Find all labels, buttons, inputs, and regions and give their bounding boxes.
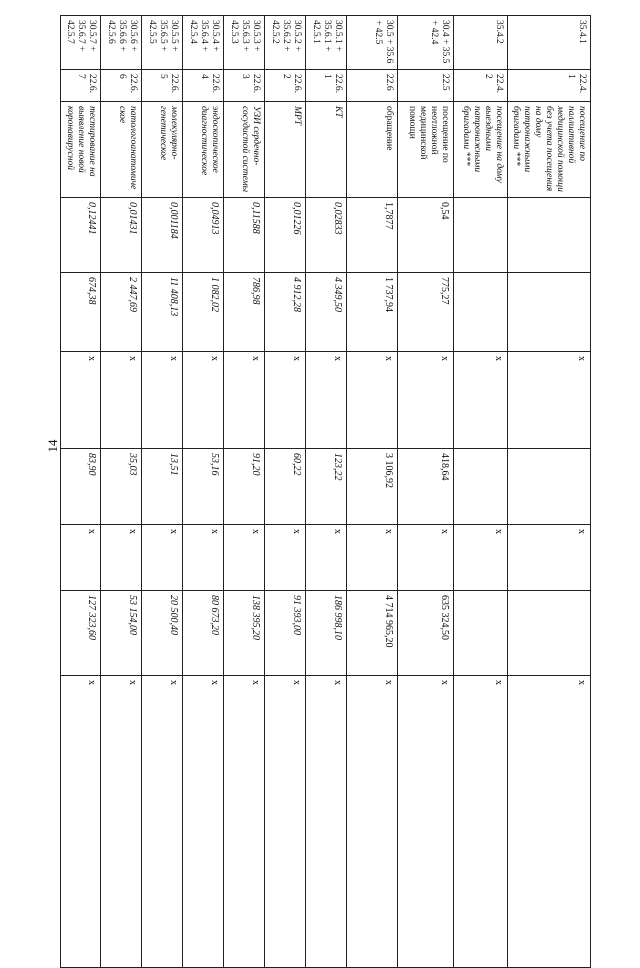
x-mark-cell: x: [100, 676, 141, 968]
value-cell: 30.5.1 + 35.6.1 + 42.5.1: [305, 16, 346, 70]
tariff-table: [60, 15, 591, 968]
x-mark-cell: x: [182, 676, 223, 968]
x-mark-cell: x: [453, 525, 507, 591]
value-cell: 0,54: [397, 198, 453, 273]
x-mark-cell: x: [507, 352, 590, 449]
x-mark-cell: x: [397, 525, 453, 591]
value-cell: 22.4.2: [453, 70, 507, 102]
x-mark-cell: x: [397, 352, 453, 449]
value-cell: 22.6.6: [100, 70, 141, 102]
value-cell: 22.6: [346, 70, 397, 102]
x-mark-cell: x: [223, 352, 264, 449]
value-cell: 4 912,28: [264, 273, 305, 352]
service-name-cell: тестирование на выявление новой коронавирусной: [60, 102, 100, 198]
service-name-cell: УЗИ сердечно-сосудистой системы: [223, 102, 264, 198]
tariff-table-region: [64, 15, 591, 867]
value-cell: [507, 449, 590, 525]
value-cell: [453, 591, 507, 676]
value-cell: 1,7877: [346, 198, 397, 273]
value-cell: 35.4.2: [453, 16, 507, 70]
x-mark-cell: x: [60, 676, 100, 968]
value-cell: 0,001184: [141, 198, 182, 273]
value-cell: 22.6.3: [223, 70, 264, 102]
table-row: [507, 16, 590, 968]
table-body: [60, 16, 590, 968]
value-cell: 60,22: [264, 449, 305, 525]
value-cell: 418,64: [397, 449, 453, 525]
value-cell: 30.5.3 + 35.6.3 + 42.5.3: [223, 16, 264, 70]
value-cell: 30.5.2 + 35.6.2 + 42.5.2: [264, 16, 305, 70]
value-cell: 4 349,50: [305, 273, 346, 352]
table-row: [264, 16, 305, 968]
service-name-cell: МРТ: [264, 102, 305, 198]
value-cell: 674,38: [60, 273, 100, 352]
value-cell: 186 998,10: [305, 591, 346, 676]
value-cell: 30.5.4 + 35.6.4 + 42.5.4: [182, 16, 223, 70]
x-mark-cell: x: [141, 352, 182, 449]
value-cell: 1 082,02: [182, 273, 223, 352]
value-cell: 22.5: [397, 70, 453, 102]
x-mark-cell: x: [60, 352, 100, 449]
x-mark-cell: x: [100, 352, 141, 449]
table-row: [100, 16, 141, 968]
value-cell: 11 408,13: [141, 273, 182, 352]
value-cell: 0,02833: [305, 198, 346, 273]
x-mark-cell: x: [223, 676, 264, 968]
x-mark-cell: x: [305, 676, 346, 968]
page-number: 14: [45, 439, 60, 453]
value-cell: [453, 273, 507, 352]
value-cell: 20 500,40: [141, 591, 182, 676]
value-cell: 22.6.2: [264, 70, 305, 102]
x-mark-cell: x: [507, 525, 590, 591]
value-cell: [507, 198, 590, 273]
value-cell: 22.6.7: [60, 70, 100, 102]
x-mark-cell: x: [397, 676, 453, 968]
value-cell: 53 154,00: [100, 591, 141, 676]
value-cell: 0,11588: [223, 198, 264, 273]
value-cell: 30.4 + 35.5 + 42.4: [397, 16, 453, 70]
service-name-cell: молекулярно-генетическое: [141, 102, 182, 198]
value-cell: 775,27: [397, 273, 453, 352]
value-cell: 91 393,00: [264, 591, 305, 676]
value-cell: 91,20: [223, 449, 264, 525]
x-mark-cell: x: [346, 525, 397, 591]
value-cell: 4 714 965,20: [346, 591, 397, 676]
x-mark-cell: x: [141, 676, 182, 968]
value-cell: 30.5.5 + 35.6.5 + 42.5.5: [141, 16, 182, 70]
service-name-cell: обращение: [346, 102, 397, 198]
x-mark-cell: x: [453, 676, 507, 968]
table-row: [453, 16, 507, 968]
value-cell: 138 395,20: [223, 591, 264, 676]
value-cell: [453, 449, 507, 525]
table-row: [182, 16, 223, 968]
table-row: [397, 16, 453, 968]
service-name-cell: посещение на дому выездными патронажными бригадами ***: [453, 102, 507, 198]
table-row: [223, 16, 264, 968]
x-mark-cell: x: [346, 676, 397, 968]
x-mark-cell: x: [100, 525, 141, 591]
x-mark-cell: x: [507, 676, 590, 968]
value-cell: 22.6.4: [182, 70, 223, 102]
x-mark-cell: x: [182, 352, 223, 449]
table-row: [305, 16, 346, 968]
table-row: [141, 16, 182, 968]
rotated-table-container: [64, 15, 591, 867]
value-cell: 22.4.1: [507, 70, 590, 102]
x-mark-cell: x: [264, 525, 305, 591]
value-cell: 22.6.1: [305, 70, 346, 102]
value-cell: 0,04913: [182, 198, 223, 273]
value-cell: 22.6.5: [141, 70, 182, 102]
value-cell: 127 323,60: [60, 591, 100, 676]
x-mark-cell: x: [60, 525, 100, 591]
x-mark-cell: x: [346, 352, 397, 449]
service-name-cell: КТ: [305, 102, 346, 198]
service-name-cell: эндоскопическое диагностическое: [182, 102, 223, 198]
x-mark-cell: x: [305, 525, 346, 591]
x-mark-cell: x: [305, 352, 346, 449]
value-cell: 30.5.7 + 35.6.7 + 42.5.7: [60, 16, 100, 70]
value-cell: [507, 591, 590, 676]
x-mark-cell: x: [453, 352, 507, 449]
value-cell: 80 673,20: [182, 591, 223, 676]
value-cell: 35.4.1: [507, 16, 590, 70]
value-cell: 123,22: [305, 449, 346, 525]
value-cell: 35,03: [100, 449, 141, 525]
service-name-cell: патологоанатомическое: [100, 102, 141, 198]
value-cell: 3 106,92: [346, 449, 397, 525]
value-cell: 0,01226: [264, 198, 305, 273]
table-row: [346, 16, 397, 968]
value-cell: 30.5.6 + 35.6.6 + 42.5.6: [100, 16, 141, 70]
value-cell: 13,51: [141, 449, 182, 525]
value-cell: 2 447,69: [100, 273, 141, 352]
value-cell: 53,16: [182, 449, 223, 525]
service-name-cell: посещение по паллиативной медицинской помощи без учета посещения на дому патронажными бригадами ***: [507, 102, 590, 198]
service-name-cell: посещение по неотложной медицинской помощи: [397, 102, 453, 198]
value-cell: 30.5 + 35.6 + 42.5: [346, 16, 397, 70]
value-cell: 83,90: [60, 449, 100, 525]
value-cell: 786,98: [223, 273, 264, 352]
table-row: [60, 16, 100, 968]
value-cell: 1 737,94: [346, 273, 397, 352]
value-cell: 0,01431: [100, 198, 141, 273]
x-mark-cell: x: [223, 525, 264, 591]
x-mark-cell: x: [141, 525, 182, 591]
value-cell: [507, 273, 590, 352]
value-cell: 635 324,50: [397, 591, 453, 676]
x-mark-cell: x: [182, 525, 223, 591]
x-mark-cell: x: [264, 352, 305, 449]
value-cell: 0,12441: [60, 198, 100, 273]
x-mark-cell: x: [264, 676, 305, 968]
value-cell: [453, 198, 507, 273]
